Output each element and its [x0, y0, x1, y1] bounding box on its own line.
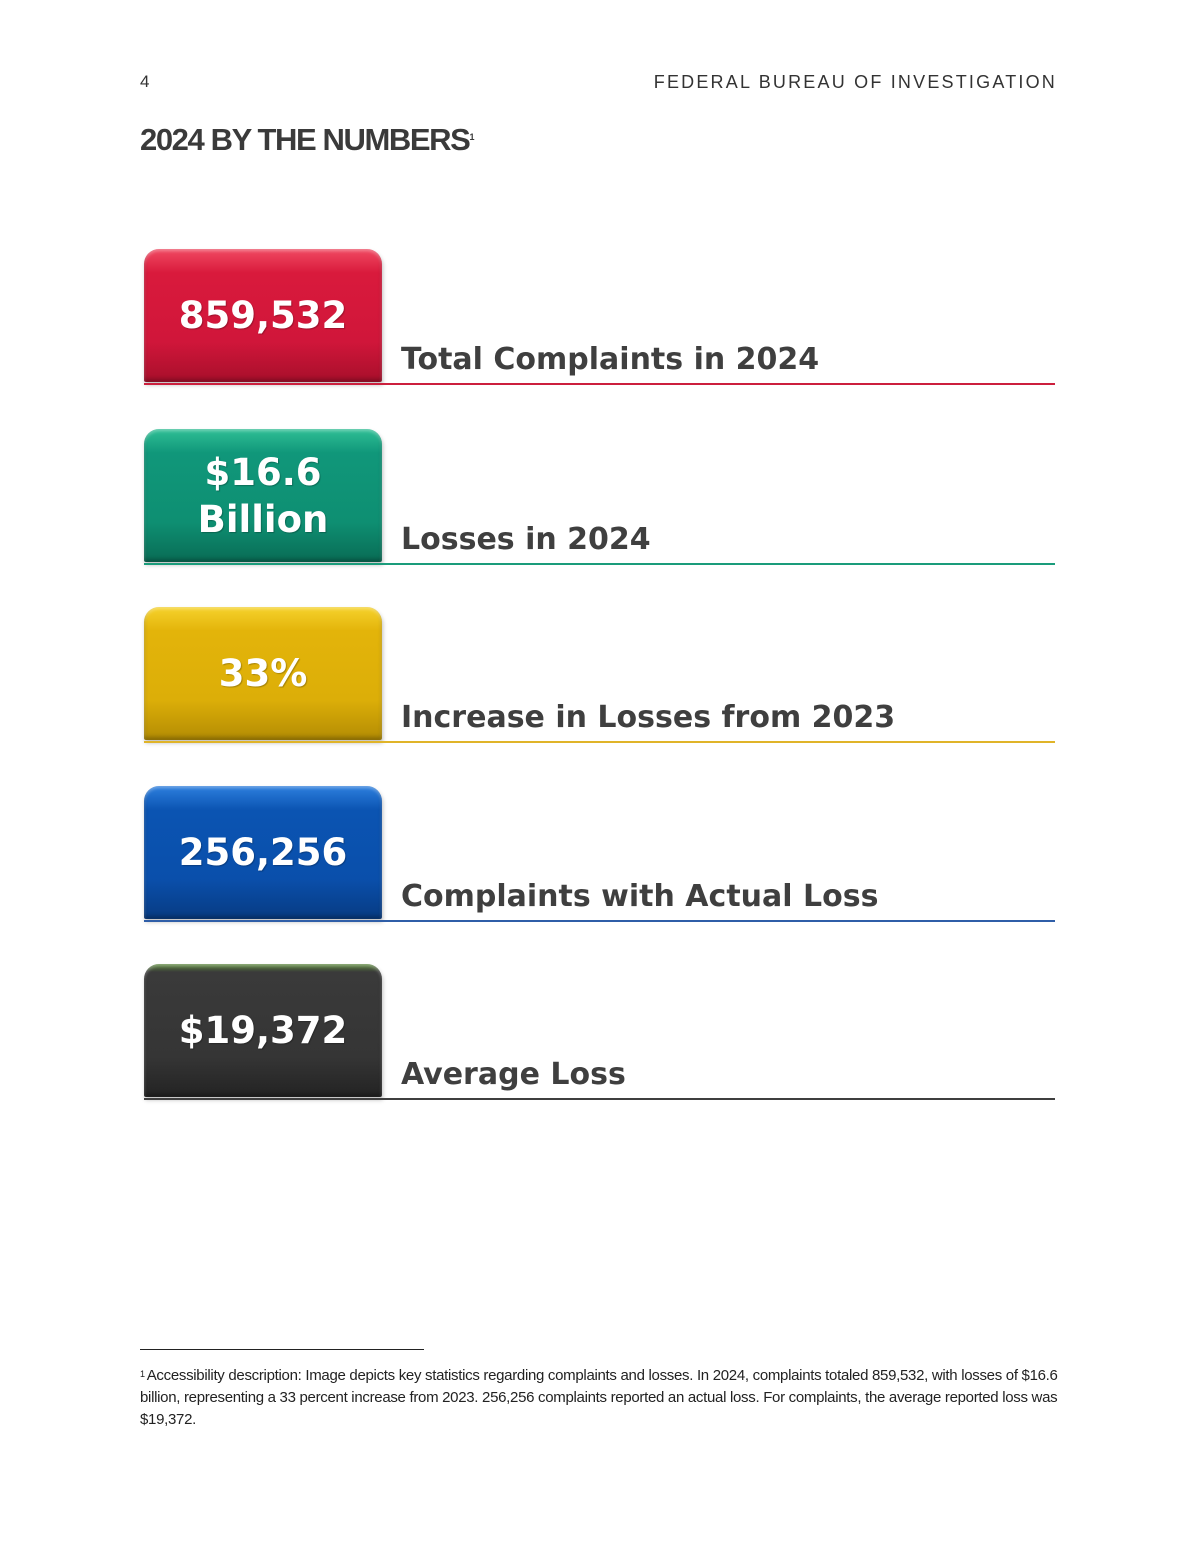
stat-underline	[144, 563, 1055, 565]
stat-complaints-with-loss	[144, 786, 1055, 922]
stat-increase-in-losses	[144, 607, 1055, 743]
stat-value: 33%	[218, 652, 308, 695]
stat-value: 256,256	[178, 831, 348, 874]
page-number: 4	[140, 72, 150, 91]
stat-label: Complaints with Actual Loss	[401, 879, 879, 914]
stat-underline	[144, 383, 1055, 385]
stat-losses	[144, 429, 1055, 565]
footnote-separator	[140, 1349, 424, 1350]
page-title	[140, 122, 474, 158]
stat-value-box	[144, 964, 382, 1097]
stat-average-loss	[144, 964, 1055, 1100]
running-header: FEDERAL BUREAU OF INVESTIGATION	[653, 72, 1057, 92]
stat-label: Increase in Losses from 2023	[401, 700, 896, 735]
stat-value-box	[144, 786, 382, 919]
stat-value: $16.6 Billion	[197, 450, 329, 541]
stat-total-complaints	[144, 249, 1055, 385]
stat-value-box	[144, 429, 382, 562]
footnote-marker: 1	[140, 1369, 145, 1379]
stat-value-box	[144, 607, 382, 740]
stat-underline	[144, 1098, 1055, 1100]
stat-underline	[144, 741, 1055, 743]
footnote	[140, 1365, 1065, 1431]
stat-underline	[144, 920, 1055, 922]
footnote-text: Accessibility description: Image depicts key statistics regarding complaints and losses. In 2024, complaints totaled 859,532, with losses of $16.6 billion, representing a 33 percent increase from 2023. 256,256 complaints reported an actual loss. For complaints, the average reported loss was $19,372.	[140, 1367, 1058, 1428]
stat-value: 859,532	[178, 294, 348, 337]
page-title-text: 2024 BY THE NUMBERS	[140, 122, 470, 157]
stat-label: Losses in 2024	[401, 522, 651, 557]
stat-label: Total Complaints in 2024	[401, 342, 820, 377]
title-footnote-marker: 1	[469, 132, 475, 142]
stat-label: Average Loss	[401, 1057, 626, 1092]
stat-value-box	[144, 249, 382, 382]
stat-value: $19,372	[178, 1009, 348, 1052]
